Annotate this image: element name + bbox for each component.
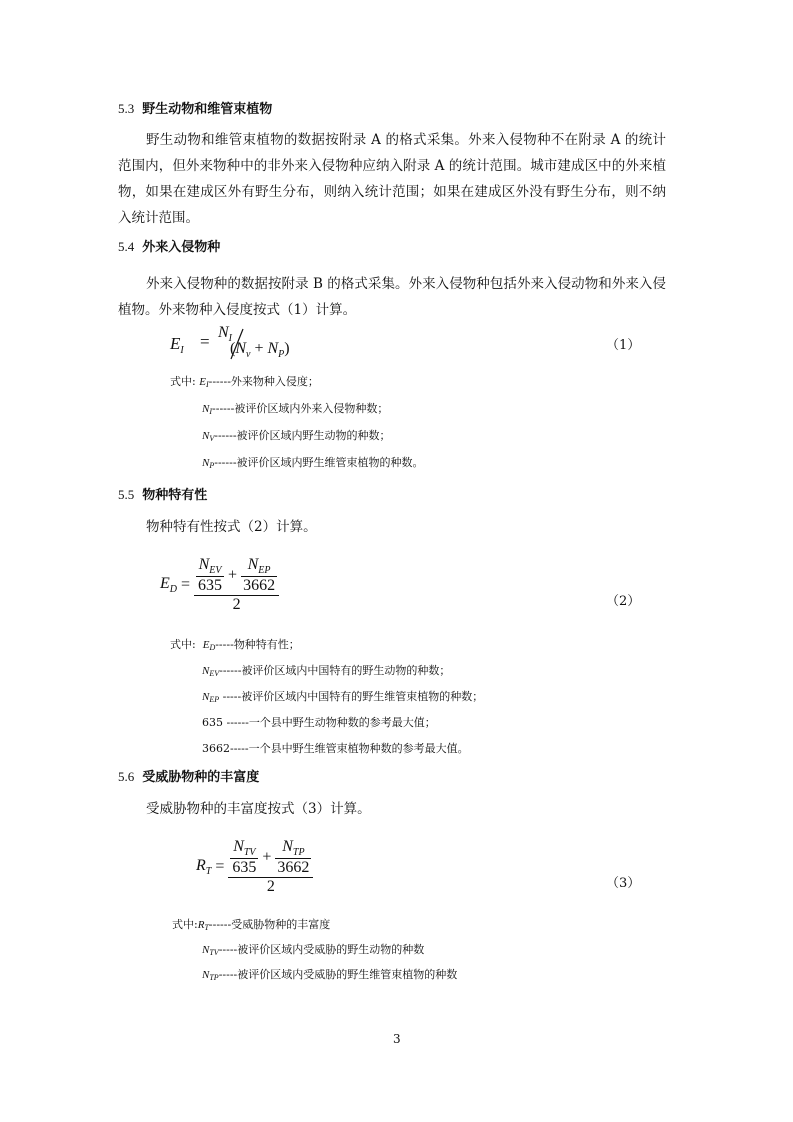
page-number: 3	[393, 1032, 401, 1046]
eq3-main-fraction	[228, 838, 313, 896]
eq2-plus: +	[228, 566, 238, 584]
legend-row: $N_{TP}-----$被评价区域内受威胁的野生维管束植物的种数	[202, 968, 458, 982]
section-number: 5.6	[118, 769, 135, 784]
eq3-equals: =	[215, 858, 225, 875]
eq2-equals: =	[181, 576, 191, 593]
eq3-plus: +	[262, 848, 272, 866]
legend-row: $N_{EV}------$被评价区域内中国特有的野生动物的种数；	[202, 664, 451, 678]
section-title: 受威胁物种的丰富度	[142, 770, 260, 785]
eq3-fraction-animals: $\frac{N_{TV}}{635}$	[232, 838, 257, 876]
legend-row: $N_V------$被评价区域内野生动物的种数；	[202, 429, 391, 443]
equation-1	[170, 326, 310, 366]
legend-row: $N_{EP}$ -----被评价区域内中国特有的野生维管束植物的种数；	[202, 690, 484, 704]
section-5-5-paragraph: 物种特有性按式（2）计算。	[146, 519, 317, 535]
legend-row: $N_{TV}-----$被评价区域内受威胁的野生动物的种数	[202, 943, 425, 957]
equation-3	[196, 838, 313, 896]
legend-row: $N_P------$被评价区域内野生维管束植物的种数。	[202, 456, 424, 470]
eq2-lhs: $E_D$	[160, 575, 178, 595]
legend-row: 式中: $E_I------$外来物种入侵度；	[170, 375, 319, 389]
equation-2-number: （2）	[606, 594, 641, 609]
section-title: 物种特有性	[142, 488, 208, 503]
section-5-6-heading	[118, 766, 259, 785]
section-title: 外来入侵物种	[142, 240, 221, 255]
section-5-5-heading	[118, 484, 207, 503]
legend-row: 式中$:R_T------$受威胁物种的丰富度	[172, 918, 331, 932]
legend-row: 3662-----一个县中野生维管束植物种数的参考最大值。	[202, 742, 469, 755]
eq3-lhs: $R_T$	[196, 857, 212, 877]
eq1-denominator: $(N_v + N_P)$	[230, 340, 290, 360]
equation-1-number: （1）	[606, 338, 641, 353]
section-title: 野生动物和维管束植物	[142, 102, 273, 117]
eq1-equals: =	[200, 332, 210, 351]
legend-row: 635 ------一个县中野生动物种数的参考最大值；	[202, 716, 436, 729]
eq3-denominator: 2	[266, 878, 275, 895]
section-5-3-heading	[118, 98, 272, 117]
eq2-fraction-animals: $\frac{N_{EV}}{635}$	[198, 556, 223, 594]
eq2-denominator: 2	[232, 596, 241, 613]
eq1-numerator: $N_I$	[218, 324, 233, 344]
eq2-main-fraction	[194, 556, 279, 614]
eq1-lhs: $E_I$	[170, 334, 184, 356]
eq2-fraction-plants: $\frac{N_{EP}}{3662}$	[243, 556, 276, 594]
legend-row: 式中: $E_D-----$物种特有性；	[170, 638, 300, 652]
equation-3-number: （3）	[606, 876, 641, 891]
equation-2	[160, 556, 279, 614]
section-5-4-heading	[118, 236, 220, 255]
section-number: 5.5	[118, 487, 135, 502]
eq3-fraction-plants: $\frac{N_{TP}}{3662}$	[277, 838, 310, 876]
section-5-6-paragraph: 受威胁物种的丰富度按式（3）计算。	[146, 801, 371, 817]
section-number: 5.3	[118, 101, 135, 116]
legend-row: $N_I------$被评价区域内外来入侵物种数；	[202, 402, 389, 416]
section-5-3-paragraph: 野生动物和维管束植物的数据按附录 A 的格式采集。外来入侵物种不在附录 A 的统计范围内，但外来物种中的非外来入侵物种应纳入附录 A 的统计范围。城市建成区中的外来植物，如果在建成区外有野生分布，则纳入统计范围；如果在建成区外没有野生分布，则不纳入统计范围。	[118, 132, 666, 226]
section-number: 5.4	[118, 239, 135, 254]
section-5-4-paragraph: 外来入侵物种的数据按附录 B 的格式采集。外来入侵物种包括外来入侵动物和外来入侵植物。外来物种入侵度按式（1）计算。	[118, 276, 666, 318]
